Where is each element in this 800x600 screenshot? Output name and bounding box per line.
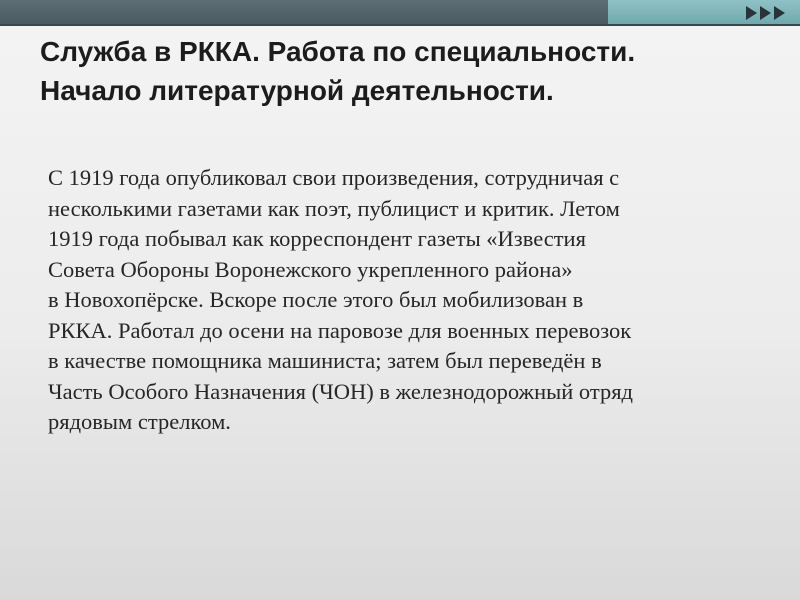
header-band — [0, 0, 800, 30]
header-band-dark-line — [0, 24, 608, 26]
body-text-line: в качестве помощника машиниста; затем был переведён в — [48, 348, 602, 373]
body-text-line: 1919 года побывал как корреспондент газеты «Известия — [48, 226, 586, 251]
body-text-line: в Новохопёрске. Вскоре после этого был мобилизован в — [48, 287, 584, 312]
play-triangles-icon — [746, 5, 796, 21]
header-band-accent-line — [608, 24, 800, 26]
body-text-line: рядовым стрелком. — [48, 409, 231, 434]
slide-body — [48, 163, 768, 438]
header-band-dark — [0, 0, 608, 24]
body-text-line: несколькими газетами как поэт, публицист и критик. Летом — [48, 195, 620, 221]
body-text-line: Совета Обороны Воронежского укрепленного района» — [48, 256, 573, 282]
slide-title — [40, 32, 780, 110]
slide-title-line: Начало литературной деятельности. — [40, 75, 554, 106]
body-text-line: Часть Особого Назначения (ЧОН) в железнодорожный отряд — [48, 378, 633, 404]
body-text-line: С 1919 года опубликовал свои произведения, сотрудничая с — [48, 165, 620, 190]
body-text-line: РККА. Работал до осени на паровозе для военных перевозок — [48, 317, 632, 343]
slide-title-line: Служба в РККА. Работа по специальности. — [40, 36, 636, 67]
